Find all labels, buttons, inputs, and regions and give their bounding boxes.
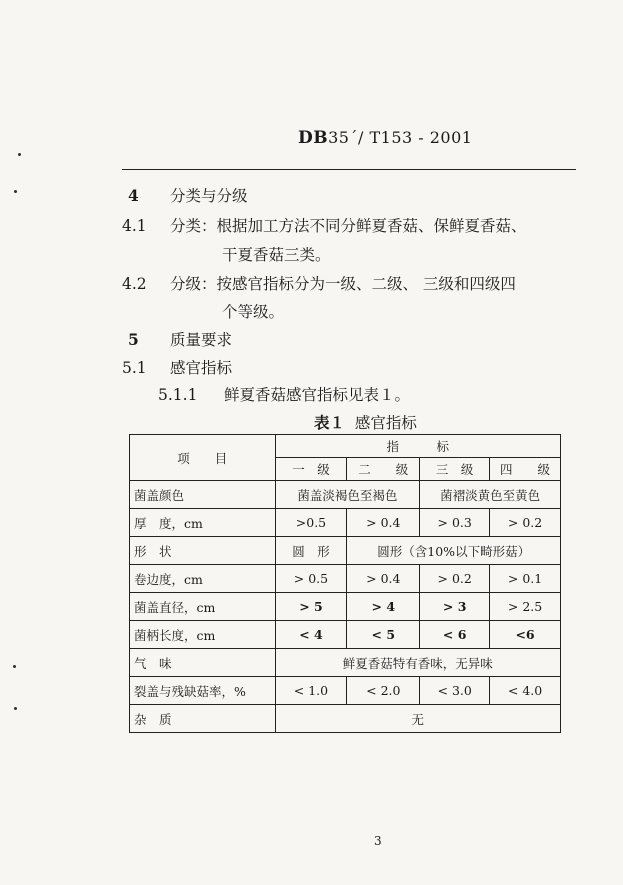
table-cell: < 4.0 [490, 677, 561, 705]
header-rule [122, 169, 576, 170]
section-title: 感官指标 [170, 359, 233, 377]
row-label: 菌盖直径，cm [130, 593, 276, 621]
row-label: 裂盖与残缺菇率，% [130, 677, 276, 705]
table-cell: > 0.4 [347, 509, 420, 537]
scan-speck [18, 153, 21, 156]
row-label: 气 味 [130, 649, 276, 677]
table-cell: < 5 [347, 621, 420, 649]
table-caption: 感官指标 [354, 414, 417, 432]
section-num: 5 [128, 330, 139, 349]
table-cell: > 0.4 [347, 565, 420, 593]
table-cell: > 5 [275, 593, 347, 621]
col-header-item: 项 目 [130, 435, 276, 481]
table-cell: <6 [490, 621, 561, 649]
table-cell: > 0.2 [490, 509, 561, 537]
page-number: 3 [374, 834, 382, 848]
row-label: 杂 质 [130, 705, 276, 733]
grade-2: 二 级 [347, 458, 420, 481]
section-title: 质量要求 [170, 331, 233, 349]
table-cell: > 4 [347, 593, 420, 621]
table-row [130, 565, 561, 593]
table-row [130, 509, 561, 537]
section-4-2 [122, 272, 516, 294]
section-5 [128, 328, 232, 350]
section-4 [128, 184, 248, 206]
table-cell: > 2.5 [490, 593, 561, 621]
merged-cell: 圆形（含10%以下畸形菇） [347, 537, 561, 565]
table-cell: < 1.0 [275, 677, 347, 705]
table-row [130, 593, 561, 621]
merged-cell: 菌盖淡褐色至褐色 [275, 481, 420, 509]
section-text: 分类：根据加工方法不同分鲜夏香菇、保鲜夏香菇、 [170, 217, 527, 235]
table-cell: > 0.5 [275, 565, 347, 593]
table-row [130, 649, 561, 677]
table-title [314, 411, 417, 433]
table-cell: > 0.2 [420, 565, 490, 593]
table-row [130, 705, 561, 733]
table-cell: < 4 [275, 621, 347, 649]
section-num: 4.1 [122, 217, 147, 235]
doc-code-suffix: 35ˊ/ T153 - 2001 [328, 128, 473, 147]
section-5-1 [122, 356, 232, 378]
sensory-index-table [129, 434, 561, 733]
scan-speck [13, 665, 16, 668]
section-num: 5.1 [122, 359, 147, 377]
section-title: 分类与分级 [170, 187, 248, 205]
grade-3: 三 级 [420, 458, 490, 481]
col-header-index: 指 标 [275, 435, 560, 458]
doc-code-prefix: DB [298, 128, 329, 148]
row-label: 卷边度，cm [130, 565, 276, 593]
table-row [130, 677, 561, 705]
table-header-row [130, 435, 561, 458]
section-4-1-cont: 干夏香菇三类。 [222, 246, 331, 264]
section-num: 4 [128, 186, 139, 205]
grade-4: 四 级 [490, 458, 561, 481]
row-label: 形 状 [130, 537, 276, 565]
table-row [130, 481, 561, 509]
table-row [130, 621, 561, 649]
merged-cell: 圆 形 [275, 537, 347, 565]
merged-cell: 菌褶淡黄色至黄色 [420, 481, 561, 509]
section-5-1-1 [158, 383, 410, 405]
section-num: 4.2 [122, 275, 147, 293]
table-cell: < 6 [420, 621, 490, 649]
section-text: 鲜夏香菇感官指标见表１。 [224, 386, 411, 404]
scan-speck [14, 190, 17, 193]
table-row [130, 537, 561, 565]
table-cell: > 3 [420, 593, 490, 621]
table-number: 表１ [314, 413, 346, 432]
document-code [298, 128, 472, 148]
table-cell: > 0.1 [490, 565, 561, 593]
grade-1: 一 级 [275, 458, 347, 481]
section-num: 5.1.1 [158, 386, 198, 404]
scan-speck [14, 707, 17, 710]
table-cell: >0.5 [275, 509, 347, 537]
table-cell: < 2.0 [347, 677, 420, 705]
section-4-1 [122, 214, 527, 236]
row-label: 菌柄长度，cm [130, 621, 276, 649]
full-cell: 无 [275, 705, 560, 733]
row-label: 菌盖颜色 [130, 481, 276, 509]
section-4-2-cont: 个等级。 [222, 303, 285, 321]
row-label: 厚 度，cm [130, 509, 276, 537]
section-text: 分级：按感官指标分为一级、二级、 三级和四级四 [170, 275, 516, 293]
table-cell: < 3.0 [420, 677, 490, 705]
table-cell: > 0.3 [420, 509, 490, 537]
full-cell: 鲜夏香菇特有香味，无异味 [275, 649, 560, 677]
